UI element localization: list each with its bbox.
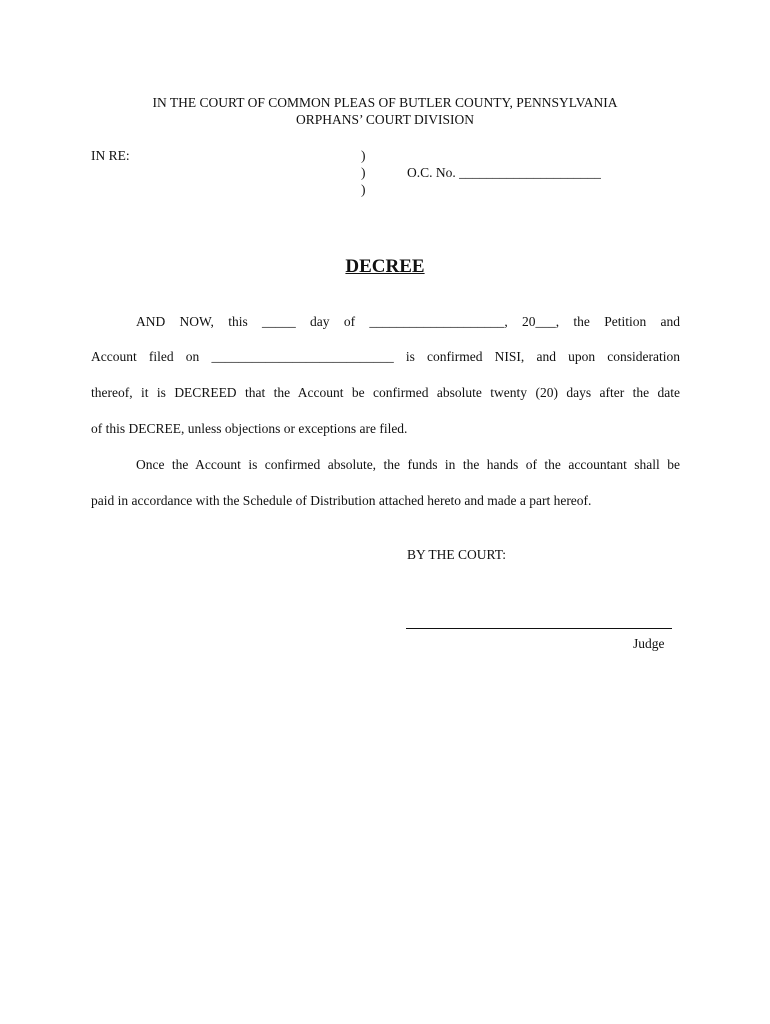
in-re-label: IN RE:	[91, 148, 130, 163]
caption-paren-1: )	[361, 148, 366, 163]
oc-number-field: O.C. No. _____________________	[407, 165, 601, 180]
paragraph-2-line-1: Once the Account is confirmed absolute, the funds in the hands of the accountant shall be	[136, 457, 680, 472]
paragraph-2-line-2: paid in accordance with the Schedule of Distribution attached hereto and made a part hereof.	[91, 493, 592, 508]
division-heading: ORPHANS’ COURT DIVISION	[296, 112, 474, 127]
caption-paren-3: )	[361, 182, 366, 197]
caption-paren-2: )	[361, 165, 366, 180]
court-heading: IN THE COURT OF COMMON PLEAS OF BUTLER COUNTY, PENNSYLVANIA	[152, 95, 618, 110]
paragraph-1-line-3: thereof, it is DECREED that the Account be confirmed absolute twenty (20) days after the date	[91, 385, 680, 400]
decree-title: DECREE	[345, 256, 425, 277]
paragraph-1-line-2: Account filed on ___________________________ is confirmed NISI, and upon consideration	[91, 349, 680, 364]
judge-signature-line	[406, 628, 672, 629]
judge-label: Judge	[633, 636, 665, 651]
by-the-court-label: BY THE COURT:	[407, 547, 507, 562]
paragraph-1-line-4: of this DECREE, unless objections or exceptions are filed.	[91, 421, 408, 436]
paragraph-1-line-1: AND NOW, this _____ day of ____________________, 20___, the Petition and	[136, 314, 680, 329]
